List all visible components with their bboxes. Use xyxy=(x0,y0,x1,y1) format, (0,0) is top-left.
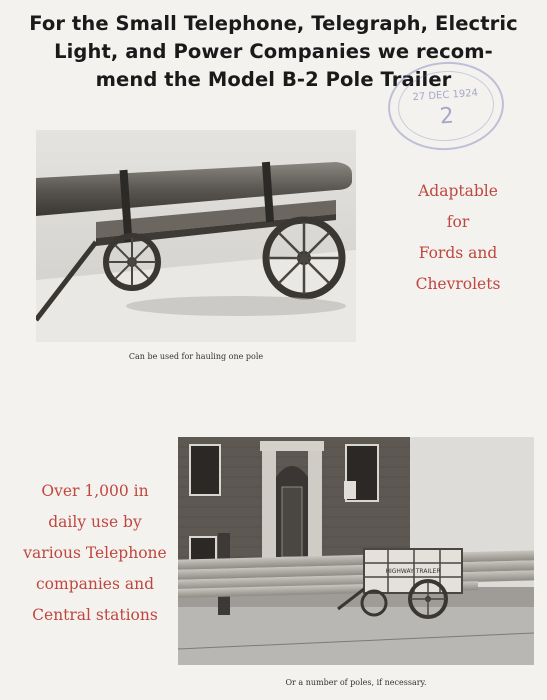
usage-line-4: companies and xyxy=(35,575,154,593)
stamp-date: 27 DEC 1924 xyxy=(412,87,479,104)
photo-caption-multiple-poles: Or a number of poles, if necessary. xyxy=(285,678,427,687)
usage-callout xyxy=(14,476,176,631)
adaptable-callout xyxy=(378,176,538,300)
adaptable-line-2: for xyxy=(446,213,470,231)
usage-line-5: Central stations xyxy=(32,606,158,624)
headline-line-3: mend the Model B-2 Pole Trailer xyxy=(95,68,452,91)
stamp-number: 2 xyxy=(438,103,455,130)
photo-multiple-poles-illustration xyxy=(178,437,534,665)
usage-line-1: Over 1,000 in xyxy=(41,482,149,500)
usage-line-3: various Telephone xyxy=(23,544,167,562)
photo-multiple-poles-trailer xyxy=(178,437,534,665)
adaptable-line-4: Chevrolets xyxy=(415,275,501,293)
headline-line-1: For the Small Telephone, Telegraph, Electric xyxy=(29,12,518,35)
trailer-sign: HIGHWAY TRAILER xyxy=(385,568,441,575)
usage-line-2: daily use by xyxy=(48,513,142,531)
photo-single-pole-trailer xyxy=(36,130,356,342)
photo-single-pole-illustration xyxy=(36,130,356,342)
photo-caption-single-pole: Can be used for hauling one pole xyxy=(128,352,264,361)
adaptable-line-1: Adaptable xyxy=(418,182,498,200)
adaptable-line-3: Fords and xyxy=(418,244,498,262)
headline-line-2: Light, and Power Companies we recom- xyxy=(54,40,493,63)
